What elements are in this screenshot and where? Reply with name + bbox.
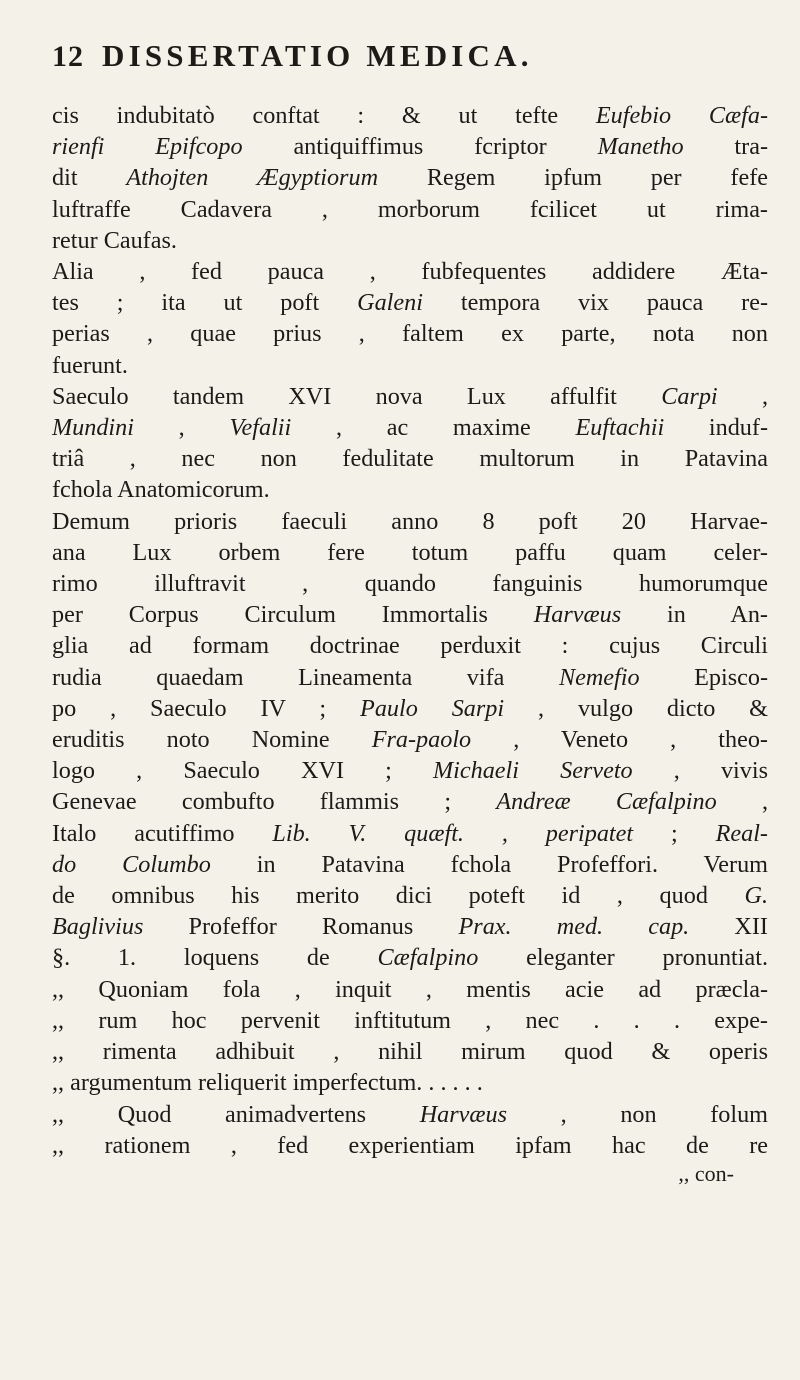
text-segment: Genevae combufto flammis ;	[52, 788, 497, 816]
italic-segment: G.	[744, 882, 768, 910]
italic-segment: Michaeli Serveto	[433, 757, 633, 785]
text-line	[52, 818, 768, 849]
italic-segment: Mundini	[52, 414, 134, 442]
text-segment: in Patavina fchola Profeffori. Verum	[210, 850, 768, 878]
text-segment: tra-	[683, 133, 768, 161]
text-line	[52, 443, 768, 474]
text-segment: ,	[133, 414, 230, 442]
text-line	[52, 1099, 768, 1130]
text-line	[52, 537, 768, 568]
italic-segment: Prax. med. cap.	[458, 913, 690, 941]
text-segment: , ac maxime	[291, 414, 576, 442]
text-line	[52, 225, 768, 256]
italic-segment: Cæfalpino	[377, 944, 479, 972]
body-text	[52, 100, 768, 1161]
text-line	[52, 412, 768, 443]
text-line	[52, 256, 768, 287]
text-segment: XII	[689, 913, 768, 941]
text-line	[52, 662, 768, 693]
text-segment: triâ , nec non fedulitate multorum in Patavina	[52, 445, 768, 473]
text-segment: po , Saeculo IV ;	[52, 694, 361, 722]
text-segment: retur Caufas.	[52, 226, 177, 254]
italic-segment: Harvæus	[533, 601, 622, 629]
text-line	[52, 911, 768, 942]
text-segment: per Corpus Circulum Immortalis	[52, 601, 534, 629]
text-segment: §. 1. loquens de	[52, 944, 378, 972]
text-segment: , Veneto , theo-	[471, 726, 768, 754]
text-line	[52, 100, 768, 131]
text-line	[52, 194, 768, 225]
text-segment: ,, argumentum reliquerit imperfectum. . . . . .	[52, 1069, 483, 1097]
text-segment: in An-	[621, 601, 768, 629]
text-segment: Demum prioris faeculi anno 8 poft 20 Harvae-	[52, 507, 768, 535]
italic-segment: Fra-paolo	[371, 726, 472, 754]
text-segment: dit	[52, 164, 127, 192]
text-line	[52, 974, 768, 1005]
text-line	[52, 568, 768, 599]
italic-segment: Baglivius	[52, 913, 144, 941]
text-segment: , vulgo dicto &	[504, 694, 768, 722]
text-segment: induf-	[664, 414, 769, 442]
text-segment: eruditis noto Nomine	[52, 726, 372, 754]
italic-segment: Galeni	[357, 289, 423, 317]
text-line	[52, 880, 768, 911]
text-segment: antiquiffimus fcriptor	[242, 133, 598, 161]
text-line	[52, 162, 768, 193]
italic-segment: Paulo Sarpi	[360, 694, 505, 722]
text-line	[52, 1067, 768, 1098]
text-line	[52, 287, 768, 318]
italic-segment: Eufebio Cæfa-	[595, 102, 769, 129]
text-segment: fuerunt.	[52, 351, 128, 379]
italic-segment: Andreæ Cæfalpino	[496, 788, 717, 816]
text-line	[52, 1005, 768, 1036]
text-line	[52, 474, 768, 505]
text-segment: eleganter pronuntiat.	[478, 944, 768, 972]
text-segment: ;	[633, 819, 716, 847]
text-segment: ana Lux orbem fere totum paffu quam celer-	[52, 538, 768, 566]
italic-segment: Harvæus	[419, 1100, 508, 1128]
text-segment: rimo illuftravit , quando fanguinis humorumque	[52, 570, 768, 598]
text-line	[52, 693, 768, 724]
text-segment: ,	[716, 788, 768, 816]
text-segment: Italo acutiffimo	[52, 819, 273, 847]
text-segment: ,, rationem , fed experientiam ipfam hac de re	[52, 1131, 768, 1159]
text-line	[52, 318, 768, 349]
text-segment: ,, Quod animadvertens	[52, 1100, 420, 1128]
italic-segment: Vefalii	[229, 414, 292, 442]
text-segment: de omnibus his merito dici poteft id , quod	[52, 882, 745, 910]
italic-segment: do Columbo	[52, 850, 211, 878]
text-line	[52, 131, 768, 162]
text-segment: ,, rum hoc pervenit inftitutum , nec . . . expe-	[52, 1006, 768, 1034]
text-segment: Saeculo tandem XVI nova Lux affulfit	[52, 382, 662, 410]
page-number: 12	[52, 40, 84, 73]
text-segment: , vivis	[632, 757, 768, 785]
text-segment: ,, Quoniam fola , inquit , mentis acie ad præcla-	[52, 975, 768, 1003]
text-segment: Profeffor Romanus	[143, 913, 459, 941]
text-segment: ,, rimenta adhibuit , nihil mirum quod & operis	[52, 1038, 768, 1066]
page-header	[52, 38, 768, 90]
text-segment: fchola Anatomicorum.	[52, 476, 270, 504]
running-head: DISSERTATIO MEDICA.	[102, 38, 533, 73]
text-line	[52, 599, 768, 630]
catchword: ,, con-	[678, 1160, 734, 1186]
text-line	[52, 755, 768, 786]
italic-segment: Lib. V. quæft. , peripatet	[272, 819, 634, 847]
italic-segment: Carpi	[661, 382, 718, 410]
text-segment: Episco-	[639, 663, 768, 691]
italic-segment: Athojten Ægyptiorum	[126, 164, 379, 192]
book-page	[52, 38, 768, 1187]
text-line	[52, 506, 768, 537]
text-segment: rudia quaedam Lineamenta vifa	[52, 663, 559, 691]
text-segment: tempora vix pauca re-	[422, 289, 768, 317]
text-line	[52, 849, 768, 880]
text-line	[52, 786, 768, 817]
text-line	[52, 942, 768, 973]
italic-segment: rienfi Epifcopo	[52, 133, 243, 161]
text-line	[52, 630, 768, 661]
text-segment: cis indubitatò conftat : & ut tefte	[52, 102, 596, 129]
text-segment: logo , Saeculo XVI ;	[52, 757, 433, 785]
text-line	[52, 1130, 768, 1161]
text-segment: luftraffe Cadavera , morborum fcilicet ut rima-	[52, 195, 768, 223]
italic-segment: Nemefio	[558, 663, 640, 691]
text-segment: Alia , fed pauca , fubfequentes addidere Æta-	[52, 258, 768, 286]
text-line	[52, 381, 768, 412]
text-line	[52, 724, 768, 755]
text-segment: tes ; ita ut poft	[52, 289, 358, 317]
italic-segment: Manetho	[597, 133, 684, 161]
text-line	[52, 350, 768, 381]
text-segment: Regem ipfum per fefe	[378, 164, 768, 192]
italic-segment: Euftachii	[575, 414, 665, 442]
text-segment: perias , quae prius , faltem ex parte, nota non	[52, 320, 768, 348]
italic-segment: Real-	[715, 819, 768, 847]
text-line	[52, 1036, 768, 1067]
text-segment: ,	[717, 382, 768, 410]
text-segment: , non folum	[507, 1100, 768, 1128]
text-segment: glia ad formam doctrinae perduxit : cujus Circuli	[52, 632, 768, 660]
